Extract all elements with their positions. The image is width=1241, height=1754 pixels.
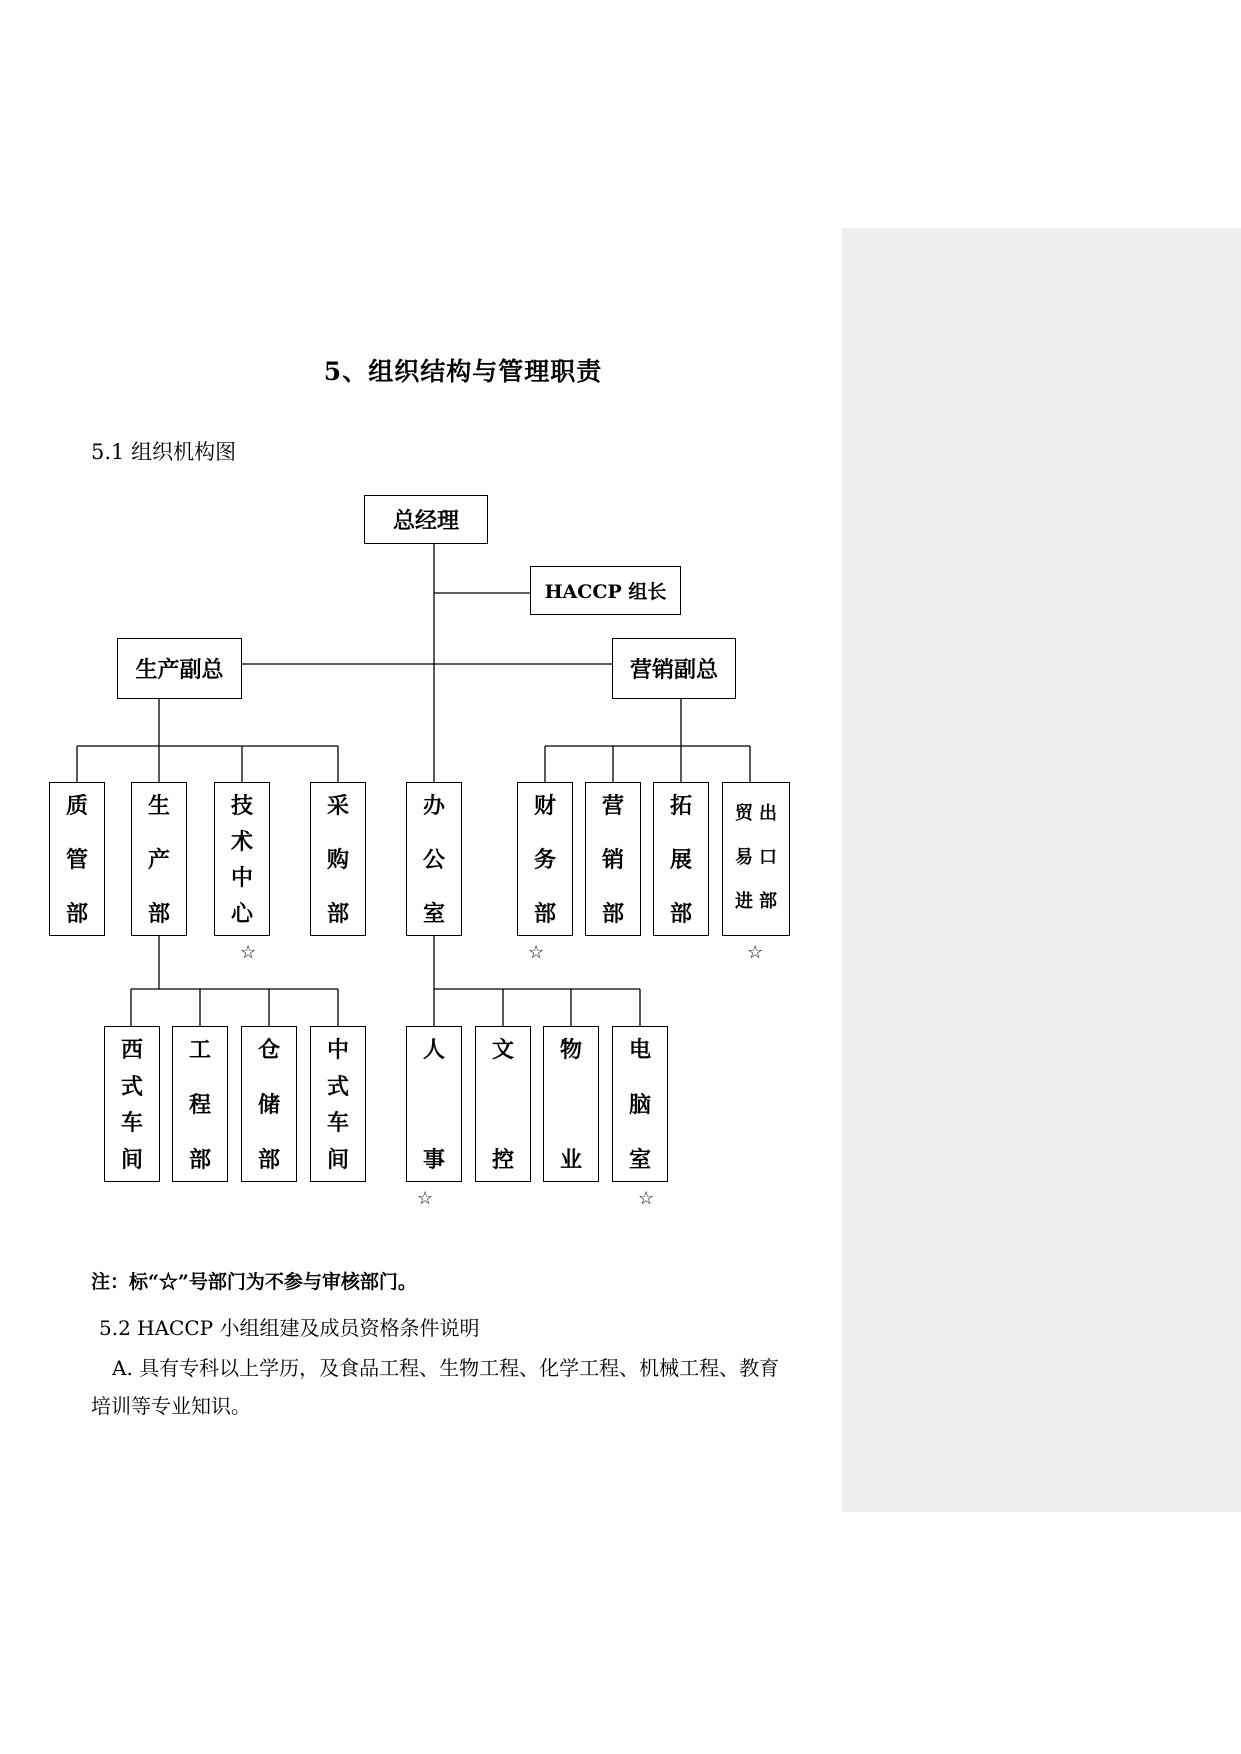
char: 技: [230, 793, 253, 819]
unit-hr-box: [406, 1026, 462, 1182]
char: 易: [735, 847, 753, 868]
section-heading-5-1: 5.1 组织机构图: [91, 440, 237, 464]
page-title: 5、组织结构与管理职责: [323, 357, 603, 386]
star-marker-hr: ☆: [417, 1188, 434, 1209]
char: 储: [257, 1092, 280, 1118]
char: 贸: [735, 803, 753, 824]
char: 质: [65, 793, 88, 819]
char: 购: [326, 847, 349, 873]
char: 公: [422, 847, 445, 873]
char: 仓: [257, 1037, 280, 1063]
char: 事: [422, 1147, 445, 1173]
char: 电: [628, 1037, 651, 1063]
star-marker-tech-center: ☆: [240, 942, 257, 963]
char: 间: [120, 1146, 143, 1173]
char: 中: [230, 865, 253, 891]
dept-office-box: [406, 782, 462, 936]
char: 车: [120, 1110, 143, 1137]
unit-doc-control-box: [475, 1026, 531, 1182]
comment-pane: [842, 228, 1241, 1512]
char: 式: [326, 1073, 349, 1100]
dept-purchase-box: [310, 782, 366, 936]
char: 间: [326, 1146, 349, 1173]
char: 中: [326, 1037, 349, 1063]
star-marker-finance: ☆: [528, 942, 545, 963]
star-marker-computer-room: ☆: [638, 1188, 655, 1209]
char: 部: [533, 901, 556, 927]
unit-warehouse-box: [241, 1026, 297, 1182]
dept-quality-box: [49, 782, 105, 936]
section-heading-5-2: 5.2 HACCP 小组组建及成员资格条件说明: [99, 1316, 480, 1340]
vp-marketing-box: 营销副总: [612, 638, 736, 699]
char: 部: [669, 901, 692, 927]
char: 财: [533, 793, 556, 819]
dept-sales-box: [585, 782, 641, 936]
body-paragraph: [91, 1349, 831, 1425]
char: 管: [65, 847, 88, 873]
paragraph-line-1: A. 具有专科以上学历，及食品工程、生物工程、化学工程、机械工程、教育: [112, 1356, 780, 1380]
dept-import-export-box: [722, 782, 790, 936]
vp-production-box: 生产副总: [117, 638, 242, 699]
char: 式: [120, 1073, 143, 1100]
char: 程: [188, 1092, 211, 1118]
general-manager-box: 总经理: [364, 495, 488, 544]
char: 术: [230, 829, 253, 855]
char: 部: [188, 1147, 211, 1173]
chart-note: 注：标“☆”号部门为不参与审核部门。: [91, 1271, 417, 1293]
dept-production-box: [131, 782, 187, 936]
char: 工: [188, 1037, 211, 1063]
char: 人: [422, 1037, 445, 1063]
char: 部: [257, 1147, 280, 1173]
haccp-leader-box: HACCP 组长: [530, 566, 681, 615]
trade-col-left: [735, 805, 753, 911]
char: 脑: [628, 1092, 651, 1118]
dept-expansion-box: [653, 782, 709, 936]
char: 控: [491, 1147, 514, 1173]
char: 部: [147, 901, 170, 927]
char: 销: [601, 847, 624, 873]
char: 口: [759, 847, 777, 868]
char: 进: [735, 891, 753, 912]
char: 产: [147, 847, 170, 873]
char: 办: [422, 793, 445, 819]
char: 车: [326, 1110, 349, 1137]
dept-tech-center-box: [214, 782, 270, 936]
unit-property-box: [543, 1026, 599, 1182]
paragraph-line-2: 培训等专业知识。: [91, 1394, 251, 1418]
char: 部: [601, 901, 624, 927]
char: 室: [628, 1147, 651, 1173]
unit-computer-room-box: [612, 1026, 668, 1182]
char: 展: [669, 847, 692, 873]
char: 西: [120, 1037, 143, 1063]
org-chart: [0, 0, 842, 1240]
char: 务: [533, 847, 556, 873]
star-marker-import-export: ☆: [747, 942, 764, 963]
char: 室: [422, 901, 445, 927]
char: 心: [230, 901, 253, 927]
char: 拓: [669, 793, 692, 819]
char: 营: [601, 793, 624, 819]
unit-western-workshop-box: [104, 1026, 160, 1182]
char: 物: [559, 1037, 582, 1063]
char: 部: [65, 901, 88, 927]
char: 部: [326, 901, 349, 927]
char: 业: [559, 1147, 582, 1173]
trade-col-right: [759, 805, 777, 911]
unit-chinese-workshop-box: [310, 1026, 366, 1182]
unit-engineering-box: [172, 1026, 228, 1182]
char: 出: [759, 803, 777, 824]
char: 采: [326, 793, 349, 819]
dept-finance-box: [517, 782, 573, 936]
char: 文: [491, 1037, 514, 1063]
char: 生: [147, 793, 170, 819]
char: 部: [759, 891, 777, 912]
